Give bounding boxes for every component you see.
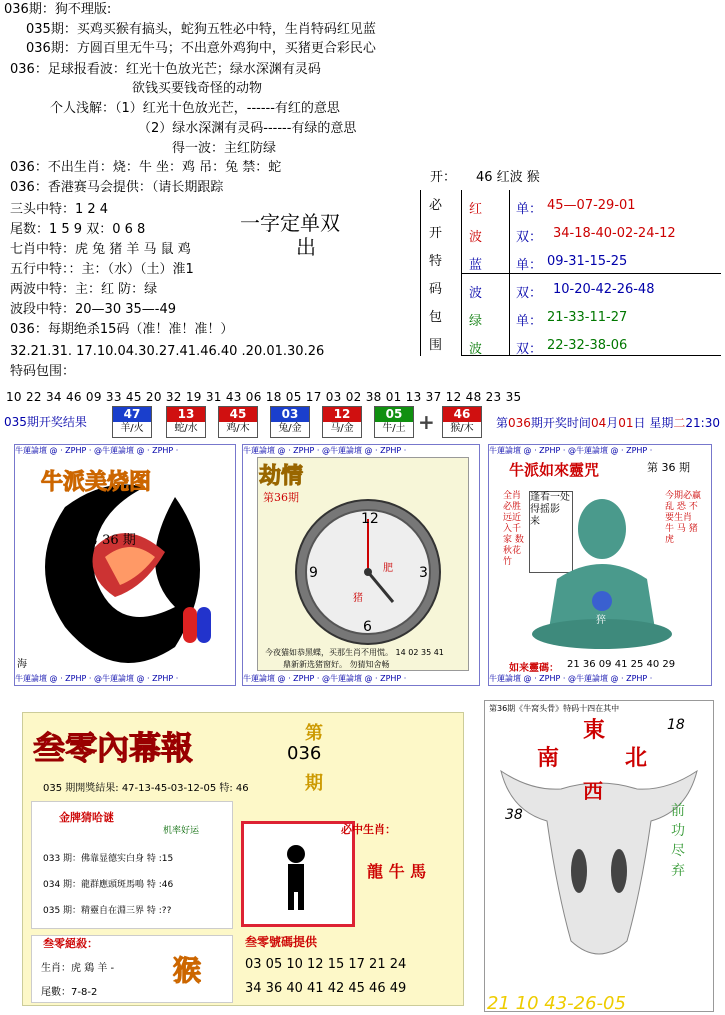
- result-ball: [322, 406, 362, 438]
- table-left-label: 必: [429, 198, 443, 213]
- next-text: 第: [496, 416, 509, 430]
- slogan: 一字定单双: [240, 211, 340, 235]
- kai-value: 46 红波 猴: [476, 170, 540, 185]
- text-line: （2）绿水深渊有灵码------有绿的意思: [138, 121, 357, 136]
- slogan: 出: [296, 235, 316, 259]
- right-box: 今期必赢 乱 恐 不要生肖 牛 马 猪 虎: [665, 491, 702, 545]
- nums-cell: 09-31-15-25: [547, 254, 628, 269]
- num-left: 38: [505, 807, 523, 823]
- skull-header: 第36期《牛窝头骨》特码十四在其中: [489, 704, 620, 713]
- text-line: 三头中特：1 2 4: [10, 202, 109, 217]
- wave-cell: 蓝: [469, 258, 483, 273]
- ball-zodiac: 蛇/水: [167, 422, 205, 436]
- watermark: 牛蓮論壇 @ · ZPHP · @牛蓮論壇 @ · ZPHP ·: [15, 674, 179, 683]
- type-cell: 单：: [516, 202, 543, 217]
- num-top: 18: [667, 717, 685, 733]
- text-line: 得一波：主红防绿: [172, 141, 277, 156]
- must-value: 龍 牛 馬: [367, 862, 427, 881]
- ball-zodiac: 牛/土: [375, 422, 413, 436]
- result-ball: [166, 406, 206, 438]
- figure-box: [241, 821, 355, 927]
- ball-number: 47: [113, 407, 151, 422]
- table-left-label: 围: [429, 338, 443, 353]
- wave-table: [420, 190, 721, 356]
- next-day: 01: [618, 416, 634, 430]
- table-left-label: 包: [429, 310, 443, 325]
- panel-issue: 第 36 期: [647, 461, 690, 474]
- nums-cell: 22-32-38-06: [547, 338, 628, 353]
- left-box: 全肖必胜 远近入千家 数秋花竹: [503, 491, 524, 567]
- result-label: 035期开奖结果: [4, 415, 87, 429]
- table-row: [421, 193, 721, 220]
- ball-zodiac: 马/金: [323, 422, 361, 436]
- text-line: 波段中特：20—30 35—-49: [10, 302, 176, 317]
- pick-zodiac: 生肖：虎 鶏 羊 -: [41, 963, 115, 974]
- text-line: 尾数：1 5 9 双：0 6 8: [10, 222, 146, 237]
- result-ball: [374, 406, 414, 438]
- issue-prefix: 第: [305, 723, 323, 744]
- side-text: 前功尽弃: [671, 803, 685, 879]
- type-cell: 双：: [516, 342, 543, 357]
- table-row: [421, 277, 721, 304]
- nums-cell: 10-20-42-26-48: [553, 282, 655, 297]
- wave-cell: 红: [469, 202, 483, 217]
- panel-title: 牛派美烧图: [41, 470, 152, 495]
- special-ball: [442, 406, 482, 438]
- clock-word: 猪: [353, 593, 363, 604]
- panel-skull: [484, 700, 714, 1012]
- type-cell: 单：: [516, 314, 543, 329]
- type-cell: 双：: [516, 230, 543, 245]
- issue-suffix: 期: [305, 773, 323, 794]
- wave-cell: 绿: [469, 314, 483, 329]
- panel-inside-news: [22, 712, 464, 1006]
- wave-cell: 波: [469, 342, 483, 357]
- next-text: 月: [606, 416, 619, 430]
- panel-clock: [242, 444, 480, 686]
- section-title: 金牌猜哈谜: [59, 811, 114, 824]
- kai-label: 开：: [430, 170, 457, 185]
- ball-number: 45: [219, 407, 257, 422]
- text-line: 036期：方圆百里无牛马；不出意外鸡狗中，买猪更合彩民心: [26, 41, 376, 56]
- skull-bottom: 21 10 43-26-05: [487, 993, 626, 1012]
- table-row: [421, 305, 721, 332]
- svg-text:9: 9: [309, 565, 318, 581]
- caption: 鼎新新选猪窗好。 勿猜知舍畅: [283, 660, 390, 669]
- next-draw-info: [496, 414, 720, 431]
- ball-zodiac: 鸡/木: [219, 422, 257, 436]
- panel-issue: 第 36 期: [85, 533, 136, 548]
- pick-tail: 尾數：7-8-2: [41, 987, 98, 998]
- panel-issue: 第36期: [263, 491, 299, 504]
- mid-box: 逢看一处 得摇影 来: [529, 491, 573, 573]
- text-line: 五行中特：：主：（水）（土）淮1: [10, 262, 194, 277]
- section-subtitle: 机率好运: [163, 826, 200, 836]
- next-month: 04: [590, 416, 607, 430]
- side-mark: 海: [17, 659, 27, 670]
- svg-text:6: 6: [363, 619, 372, 635]
- caption: 今夜猫如恭黑蝶，买那生肖不用慌。 14 02 35 41: [265, 648, 444, 657]
- panel-title: 叁零內幕報: [33, 729, 194, 767]
- dir-south: 南: [537, 746, 560, 771]
- text-line: 035期：买鸡买猴有搞头，蛇狗五牲必中特，生肖特码红见蓝: [26, 22, 376, 37]
- text-line: 036：香港赛马会提供：（请长期跟踪: [10, 180, 224, 195]
- ball-number: 05: [375, 407, 413, 422]
- last-result: 035 期開獎結果: 47-13-45-03-12-05 特: 46: [43, 783, 249, 794]
- table-row: [421, 333, 721, 360]
- ball-zodiac: 羊/火: [113, 422, 151, 436]
- clock-word: 肥: [383, 563, 393, 574]
- panel-title: 劫情: [259, 464, 304, 489]
- issue-number: 036: [287, 743, 322, 764]
- table-row: [421, 221, 721, 248]
- dir-east: 東: [583, 718, 606, 743]
- next-weekday: 二: [673, 416, 686, 430]
- dir-west: 西: [583, 779, 603, 803]
- nums-cell: 21-33-11-27: [547, 310, 628, 325]
- watermark: 牛蓮論壇 @ · ZPHP · @牛蓮論壇 @ · ZPHP ·: [243, 446, 407, 455]
- type-cell: 双：: [516, 286, 543, 301]
- watermark: 牛蓮論壇 @ · ZPHP · @牛蓮論壇 @ · ZPHP ·: [15, 446, 179, 455]
- ball-zodiac: 兔/金: [271, 422, 309, 436]
- text-line: 欲钱买要钱奇怪的动物: [132, 81, 263, 96]
- text-line: 七肖中特：虎 兔 猪 羊 马 鼠 鸡: [10, 242, 191, 257]
- svg-text:3: 3: [419, 565, 428, 581]
- riddle-line: 034 期：龍群應頭斑馬鳴 特 :46: [43, 880, 174, 890]
- must-label: 必中生肖：: [341, 823, 396, 836]
- plus-sign: +: [418, 410, 435, 434]
- bottom-label: 如来靈碼：: [509, 663, 559, 674]
- nums-cell: 45—07-29-01: [547, 198, 636, 213]
- panel-title: 牛派如來靈咒: [509, 461, 600, 479]
- table-left-label: 码: [429, 282, 443, 297]
- bottom-nums: 21 36 09 41 25 40 29: [567, 659, 676, 670]
- panel-burn-chart: [14, 444, 236, 686]
- text-line: 两波中特：主：红 防：绿: [10, 282, 158, 297]
- type-cell: 单：: [516, 258, 543, 273]
- text-line: 036：每期绝杀15码（准！准！准！）: [10, 322, 234, 337]
- next-text: 星期: [649, 416, 674, 430]
- belly-char: 猝: [596, 615, 606, 626]
- riddle-line: 035 期：精靈自在淵三界 特 :??: [43, 906, 172, 916]
- ball-zodiac: 猴/木: [443, 422, 481, 436]
- dir-north: 北: [625, 746, 648, 771]
- figure-icon: [244, 824, 352, 924]
- panel-buddha: [488, 444, 712, 686]
- text-line: 特码包围：: [10, 364, 76, 379]
- next-time: 21:30: [685, 416, 720, 430]
- table-row: [421, 249, 721, 276]
- nums-line: 34 36 40 41 42 45 46 49: [245, 981, 407, 996]
- nums-cell: 34-18-40-02-24-12: [553, 226, 676, 241]
- ball-number: 13: [167, 407, 205, 422]
- text-line: 036：不出生肖：烧：牛 坐：鸡 吊：兔 禁：蛇: [10, 160, 282, 175]
- watermark: 牛蓮論壇 @ · ZPHP · @牛蓮論壇 @ · ZPHP ·: [489, 674, 653, 683]
- nums-title: 叁零號碼提供: [245, 935, 318, 949]
- riddle-line: 033 期：佛靠显德实白身 特 :15: [43, 854, 174, 864]
- text-line: 32.21.31. 17.10.04.30.27.41.46.40 .20.01.30.26: [10, 344, 325, 359]
- big-char: 猴: [173, 954, 202, 987]
- next-text: 日: [633, 416, 646, 430]
- next-text: 期开奖时间: [530, 416, 591, 430]
- wave-cell: 波: [469, 286, 483, 301]
- watermark: 牛蓮論壇 @ · ZPHP · @牛蓮論壇 @ · ZPHP ·: [243, 674, 407, 683]
- next-issue: 036: [508, 416, 531, 430]
- watermark: 牛蓮論壇 @ · ZPHP · @牛蓮論壇 @ · ZPHP ·: [489, 446, 653, 455]
- nums-line: 03 05 10 12 15 17 21 24: [245, 957, 407, 972]
- table-left-label: 开: [429, 226, 443, 241]
- svg-text:12: 12: [361, 511, 379, 527]
- wave-cell: 波: [469, 230, 483, 245]
- result-ball: [112, 406, 152, 438]
- clock-face: [293, 497, 443, 647]
- text-line: 036：足球报看波：红光十色放光芒；绿水深渊有灵码: [10, 62, 321, 77]
- text-line: 个人浅解：（1）红光十色放光芒，------有红的意思: [50, 101, 340, 116]
- result-ball: [218, 406, 258, 438]
- number-row: 10 22 34 46 09 33 45 20 32 19 31 43 06 18 05 17 03 02 38 01 13 37 12 48 23 35: [6, 390, 522, 404]
- ball-number: 03: [271, 407, 309, 422]
- ball-number: 46: [443, 407, 481, 422]
- ball-number: 12: [323, 407, 361, 422]
- text-line: 036期：狗不理版:: [4, 2, 112, 17]
- table-left-label: 特: [429, 254, 443, 269]
- result-ball: [270, 406, 310, 438]
- pick-title: 叁零絕殺：: [43, 937, 98, 950]
